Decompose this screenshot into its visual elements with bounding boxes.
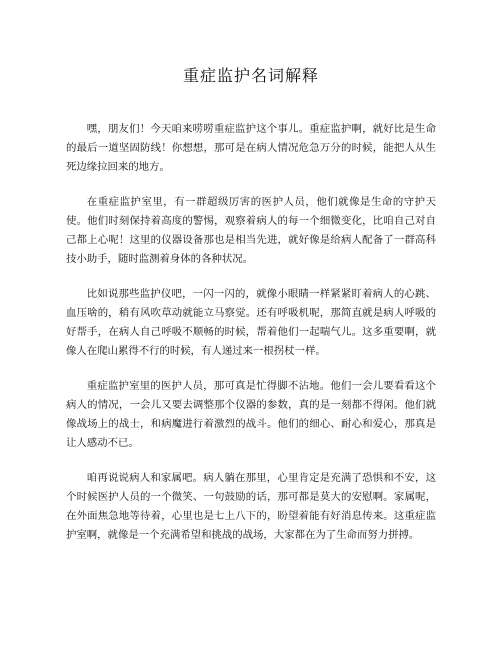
document-title: 重症监护名词解释 (182, 66, 319, 85)
paragraph-2: 在重症监护室里，有一群超级厉害的医护人员，他们就像是生命的守护天使。他们时刻保持着高度的警惕，观察着病人的每一个细微变化，比咱自己对自己都上心呢！这里的仪器设备那也是相当先进，就好像是给病人配备了一群高科技小助手，随时监测着身体的各种状况。 (66, 196, 436, 265)
paragraph-5: 咱再说说病人和家属吧。病人躺在那里，心里肯定是充满了恐惧和不安，这个时候医护人员的一个微笑、一句鼓励的话，那可都是莫大的安慰啊。家属呢，在外面焦急地等待着，心里也是七上八下的，盼望着能有好消息传来。这重症监护室啊，就像是一个充满希望和挑战的战场，大家都在为了生命而努力拼搏。 (66, 472, 436, 541)
paragraph-1: 嘿，朋友们！今天咱来唠唠重症监护这个事儿。重症监护啊，就好比是生命的最后一道坚固防线！你想想，那可是在病人情况危急万分的时候，能把人从生死边缘拉回来的地方。 (66, 123, 436, 173)
paragraph-3: 比如说那些监护仪吧，一闪一闪的，就像小眼睛一样紧紧盯着病人的心跳、血压啥的，稍有风吹草动就能立马察觉。还有呼吸机呢，那简直就是病人呼吸的好帮手，在病人自己呼吸不顺畅的时候，帮着他们一起喘气儿。这多重要啊，就像人在爬山累得不行的时候，有人递过来一根拐杖一样。 (66, 288, 436, 357)
paragraph-4: 重症监护室里的医护人员，那可真是忙得脚不沾地。他们一会儿要看看这个病人的情况，一会儿又要去调整那个仪器的参数，真的是一刻都不得闲。他们就像战场上的战士，和病魔进行着激烈的战斗。他们的细心、耐心和爱心，那真是让人感动不已。 (66, 380, 436, 449)
